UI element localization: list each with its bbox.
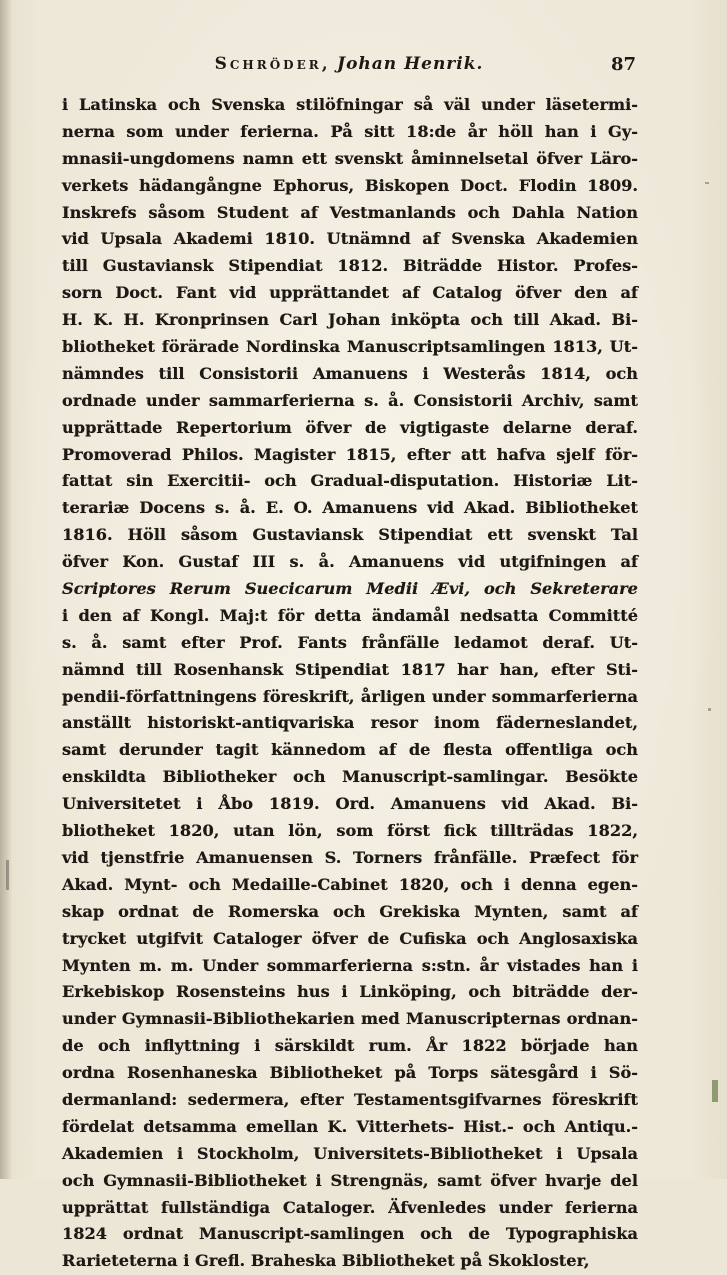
text-line: nämndes till Consistorii Amanuens i Westerås 1814, och [62,363,638,383]
text-line: upprättat fullständiga Cataloger. Äfvenledes under ferierna [62,1197,638,1217]
text-line: skap ordnat de Romerska och Grekiska Mynten, samt af [62,901,638,921]
text-line: och Gymnasii-Bibliotheket i Strengnäs, samt öfver hvarje del [62,1170,638,1190]
text-line: 1816. Höll såsom Gustaviansk Stipendiat ett svenskt Tal [62,525,638,545]
text-line: sorn Doct. Fant vid upprättandet af Catalog öfver den af [62,283,638,303]
text-line: enskildta Bibliotheker och Manuscript-samlingar. Besökte [62,767,638,787]
text-line: Akad. Mynt- och Medaille-Cabinet 1820, och i denna egen- [62,874,638,894]
text-line: samt derunder tagit kännedom af de flesta offentliga och [62,740,638,760]
running-head-surname: Schröder, [214,54,331,74]
text-line: Promoverad Philos. Magister 1815, efter att hafva sjelf för- [62,444,638,464]
text-line: fattat sin Exercitii- och Gradual-disputation. Historiæ Lit- [62,471,638,491]
text-line: de och inflyttning i särskildt rum. År 1822 började han [62,1036,638,1056]
text-line: vid tjenstfrie Amanuensen S. Torners frånfälle. Præfect för [62,847,638,867]
text-line: fördelat detsamma emellan K. Vitterhets- Hist.- och Antiqu.- [62,1116,638,1136]
margin-speck [712,1080,718,1102]
text-line: bliotheket 1820, utan lön, som först fick tillträdas 1822, [62,821,638,841]
text-line: till Gustaviansk Stipendiat 1812. Biträdde Histor. Profes- [62,256,638,276]
text-line: s. å. samt efter Prof. Fants frånfälle ledamot deraf. Ut- [62,632,638,652]
body-text [62,92,638,1275]
text-line: vid Upsala Akademi 1810. Utnämnd af Svenska Akademien [62,229,638,249]
text-line: nerna som under ferierna. På sitt 18:de år höll han i Gy- [62,121,638,141]
text-line: ordnade under sammarferierna s. å. Consistorii Archiv, samt [62,390,638,410]
text-line: i den af Kongl. Maj:t för detta ändamål nedsatta Committé [62,605,638,625]
text-line: terariæ Docens s. å. E. O. Amanuens vid Akad. Bibliotheket [62,498,638,518]
text-line: dermanland: sedermera, efter Testamentsgifvarnes föreskrift [62,1089,638,1109]
text-line: nämnd till Rosenhansk Stipendiat 1817 har han, efter Sti- [62,659,638,679]
text-line: under Gymnasii-Bibliothekarien med Manuscripternas ordnan- [62,1009,638,1029]
binding-shadow [0,0,12,1179]
text-line: Erkebiskop Rosensteins hus i Linköping, och biträdde der- [62,982,638,1002]
text-line: anställt historiskt-antiqvariska resor inom fäderneslandet, [62,713,638,733]
margin-speck [705,182,709,184]
text-line: trycket utgifvit Cataloger öfver de Cufiska och Anglosaxiska [62,928,638,948]
text-line: öfver Kon. Gustaf III s. å. Amanuens vid utgifningen af [62,552,638,572]
page-number: 87 [610,54,636,75]
text-line: bliotheket förärade Nordinska Manuscriptsamlingen 1813, Ut- [62,337,638,357]
text-line: i Latinska och Svenska stilöfningar så väl under läsetermi- [62,95,638,114]
running-head [62,54,636,74]
margin-speck [708,708,711,711]
page-header [62,54,636,84]
text-line: mnasii-ungdomens namn ett svenskt åminnelsetal öfver Läro- [62,148,638,168]
text-line: Akademien i Stockholm, Universitets-Bibliotheket i Upsala [62,1143,638,1163]
text-line: ordna Rosenhaneska Bibliotheket på Torps sätesgård i Sö- [62,1063,638,1083]
text-line: 1824 ordnat Manuscript-samlingen och de Typographiska [62,1224,638,1244]
text-line: pendii-författningens föreskrift, årligen under sommarferierna [62,686,638,706]
text-line: Universitetet i Åbo 1819. Ord. Amanuens vid Akad. Bi- [62,794,638,814]
text-line: H. K. H. Kronprinsen Carl Johan inköpta och till Akad. Bi- [62,310,638,330]
text-line: Rarieteterna i Grefl. Braheska Bibliotheket på Skokloster, [62,1251,590,1271]
text-line: Scriptores Rerum Suecicarum Medii Ævi, och Sekreterare [62,579,638,599]
text-line: upprättade Repertorium öfver de vigtigaste delarne deraf. [62,417,638,437]
text-line: Mynten m. m. Under sommarferierna s:stn. år vistades han i [62,955,638,975]
margin-speck [6,860,9,890]
running-head-given-names: Johan Henrik. [337,54,484,74]
text-line: Inskrefs såsom Student af Vestmanlands och Dahla Nation [62,202,638,222]
text-line: verkets hädangångne Ephorus, Biskopen Doct. Flodin 1809. [62,175,638,195]
